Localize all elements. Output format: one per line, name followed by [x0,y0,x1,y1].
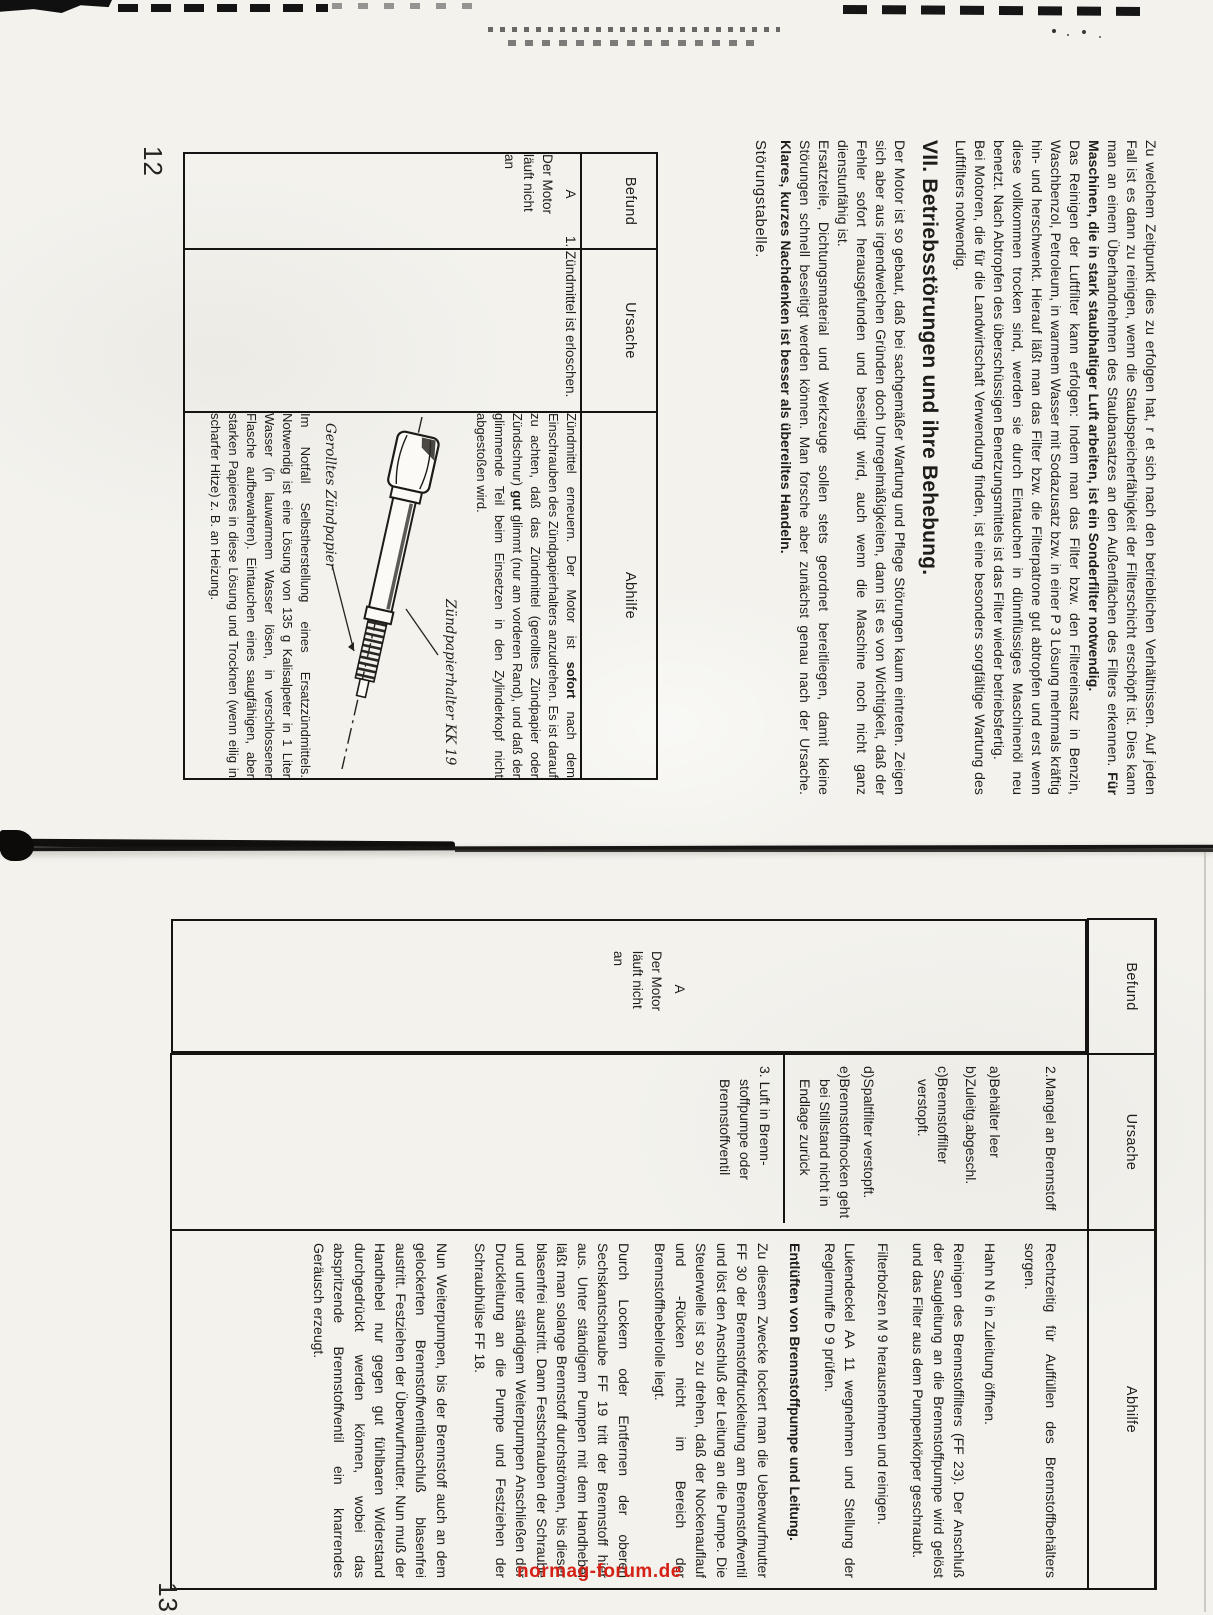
ursache-item: 2.Mangel an Brennstoff [1043,1066,1059,1211]
scan-gutter-line [0,845,1213,852]
figure-label-gerolltes-zuendpapier: Gerolltes Zündpapier [322,423,338,570]
befund-letter: A [563,189,578,199]
paragraph-text: Ersatzteile, Dichtungsmaterial und Werkzeuge sollen stets geordnet bereitliegen, damit kleine Störungen schnell beseitigt werden können. Man forsche aber zunächst genau nach der Ursache. [797,140,832,795]
abhilfe-block: Filterbolzen M 9 herausnehmen und reinigen. [875,1243,891,1525]
abhilfe-block: Lukendeckel AA 11 wegnehmen und Stellung der Reglermuffe D 9 prüfen. [822,1243,859,1578]
befund-cell [184,153,581,249]
ursache-item: e)Brennstoffnocken geht bei Stillstand nicht in Endlage zurück [797,1066,853,1219]
troubleshooting-table-page12 [183,152,658,780]
table-header-row [1088,919,1156,1589]
paragraph [776,140,833,795]
abhilfe-bold-text: sofort [564,661,579,699]
abhilfe-cell [184,412,581,779]
befund-cell [171,919,1087,1053]
troubleshooting-table-page13 [170,918,1157,1590]
abhilfe-paragraph: Im Notfall Selbstherstellung eines Ersatzzündmittels. Notwendig ist eine Lösung von 135 g Kalisalpeter in 1 Liter Wasser (in lauwarmem Wasser lösen, in verschlossener Flasche aufbewahren). Eintauchen eines saugfähigen, aber starken Papieres in diese Lösung und Trocknen (wenn eilig in scharfer Hitze) z. B. an Heizung. [208,413,313,778]
paragraph-bold-text: Klares, kurzes Nachdenken ist besser als übereiltes Handeln. [778,140,794,554]
paragraph-bold-text: Für Maschinen, die in stark staubhaltiger Luft arbeiten, ist ein Sonderfilter notwendig. [1086,140,1121,795]
chapter-heading: VII. Betriebsstörungen und ihre Behebung. [918,140,941,576]
scan-gutter-line [455,849,1213,852]
befund-text: Der Motor läuft nicht an [611,951,664,1012]
ursache-item: c)Brennstoffilter verstopft. [915,1066,951,1164]
ursache-cell [184,236,581,412]
befund-text: Der Motor läuft nicht an [502,154,555,215]
ignition-paper-holder-figure [316,413,468,781]
paragraph [1084,140,1160,795]
scan-artifact-top-bar [0,0,112,13]
table-caption: Störungstabelle. [752,140,769,259]
scan-gutter-blob [0,830,34,861]
column-header-befund: Befund [581,153,657,249]
abhilfe-text: Zündmittel erneuern. Der Motor ist [564,413,579,662]
column-header-befund: Befund [1088,919,1156,1054]
ursache-cell [171,1054,1088,1230]
table-header-row [581,153,657,779]
paragraph: Bei Motoren, die für die Landwirtschaft Verwendung finden, ist eine besonders sorgfältige Wartung des Luftfilters notwendig. [953,140,988,795]
column-header-ursache: Ursache [1088,1054,1156,1230]
figure-label-zuendpapierhalter: Zündpapierhalter KK 19 [442,599,458,766]
paragraph: Der Motor ist so gebaut, daß bei sachgemäßer Wartung und Pflege Störungen kaum eintreten. Zeigen sich aber aus irgendwelchen Gründen doch Unregelmäßigkeiten, dann ist es von Wichtigkeit, daß der Fehler sofort herausgefunden und beseitigt wird, auch wenn die Maschine noch nicht ganz dienstunfähig ist. [835,140,908,795]
ursache-item: 3. Luft in Brennstoffpumpe oder Brennstoffventil [717,1066,773,1180]
abhilfe-block: Rechtzeitig für Auffüllen des Brennstoffbehälters sorgen. [1022,1243,1059,1578]
abhilfe-text: glimmt (nur am vorderen Rand), und daß der glimmende Teil beim Einsetzen in den Zylinderkopf nicht abgestoßen wird. [474,413,525,778]
ursache-item: d)Spaltfilter verstopft. [861,1066,877,1199]
scan-page-edge [1204,852,1206,1612]
abhilfe-cell [171,1230,1088,1589]
abhilfe-block: Durch Lockern oder Entfernen der oberen Sechskantschraube FF 19 tritt der Brennstoff hier aus. Unter ständigem Pumpen mit dem Handhebel läßt man solange Brennstoff durchströmen, bis dieser blasenfrei austritt. Dann Festschrauben der Schraube und unter ständigem Weiterpumpen Anschließen der Druckleitung an die Pumpe und Festziehen der Schraubhülse FF 18. [472,1243,632,1578]
scan-artifact-dashes [332,3,482,9]
ursache-item: a)Behälter leer [987,1066,1003,1158]
abhilfe-block: Nun Weiterpumpen, bis der Brennstoff auch an dem gelockerten Brennstoffventilanschluß blasenfrei austritt. Festziehen der Überwurfmutter. Nun muß der Handhebel nur gegen gut fühlbaren Widerstand durchgedrückt werden können, wobei das abspritzende Brennstoffventil ein knarrendes Geräusch erzeugt. [311,1243,450,1578]
table-row [184,153,581,779]
ignition-paper-holder-drawing [316,413,468,781]
page-12-body-text [658,140,1160,795]
paragraph-text: Zu welchem Zeitpunkt dies zu erfolgen hat, r et sich nach den betrieblichen Verhältnissen. Auf jeden Fall ist es dann zu reinigen, wenn die Staubspeicherfähigkeit der Filterschicht erschöpft ist. Dies kann man an einem Überhandnehmen des Staubansatzes an den Außenflächen des Filters erkennen. [1105,140,1159,795]
paragraph: Das Reinigen der Luftfilter kann erfolgen: Indem man das Filter bzw. den Filtereinsatz in Benzin, Waschbenzol, Petroleum, in warmem Wasser mit Sodazusatz bzw. in einer P 3 Lösung mehrmals kräftig hin- und herschwenkt. Hierauf läßt man das Filter bzw. die Filterpatrone gut abtropfen und erst wenn diese vollkommen trocken sind, werden sie durch Eintauchen in dünnflüssiges Maschinenöl neu benetzt. Nach Abtropfen des überschüssigen Benetzungsmittels ist das Filter wieder betriebsfertig. [991,140,1083,795]
abhilfe-bold-text: gut [510,490,525,511]
ursache-text: 1. Zündmittel ist erloschen. [563,236,578,398]
scan-gutter-line [0,839,455,850]
scan-artifact-dashes [118,4,328,12]
abhilfe-text: nach dem Einschrauben des Zündpapierhalters anzudrehen. Es ist darauf zu achten, daß das Zündmittel (gerolltes Zündpapier oder Zündschnur) [510,413,579,779]
column-header-abhilfe: Abhilfe [581,412,657,779]
abhilfe-block: Reinigen des Brennstoffilters (FF 23). Der Anschluß der Saugleitung an die Brennstoffpumpe wird gelöst und das Filter aus dem Pumpenkörper geschraubt. [910,1243,968,1578]
scan-artifact-dots [488,27,780,32]
abhilfe-paragraph [472,413,580,778]
abhilfe-block: Zu diesem Zwecke lockert man die Ueberwurfmutter FF 30 der Brennstoffdruckleitung am Brennstoffventil und löst den Anschluß der Leitung an die Pumpe. Die Steuerwelle ist so zu drehen, daß der Nockenauflauf und -Rücken nicht im Bereich der Brennstoffhebelrolle liegt. [652,1243,771,1578]
page-12 [120,140,1160,795]
ursache-item: b)Zuleitg.abgeschl. [963,1066,979,1185]
page-number-12: 12 [138,146,168,177]
abhilfe-block-heading: Entlüften von Brennstoffpumpe und Leitung. [787,1243,804,1541]
befund-letter: A [672,984,687,994]
watermark: normag-forum.de [517,1561,682,1582]
scan-artifact-dots [508,40,758,46]
page-13 [148,915,1163,1615]
page-number-13: 13 [153,1582,183,1613]
scan-artifact-specks [1052,29,1056,33]
column-header-ursache: Ursache [581,249,657,412]
abhilfe-block: Hahn N 6 in Zuleitung öffnen. [982,1243,998,1425]
scan-artifact-dashes [843,5,1145,16]
table-row [171,919,1088,1589]
column-header-abhilfe: Abhilfe [1088,1230,1156,1589]
row-separator-line [783,1055,785,1223]
